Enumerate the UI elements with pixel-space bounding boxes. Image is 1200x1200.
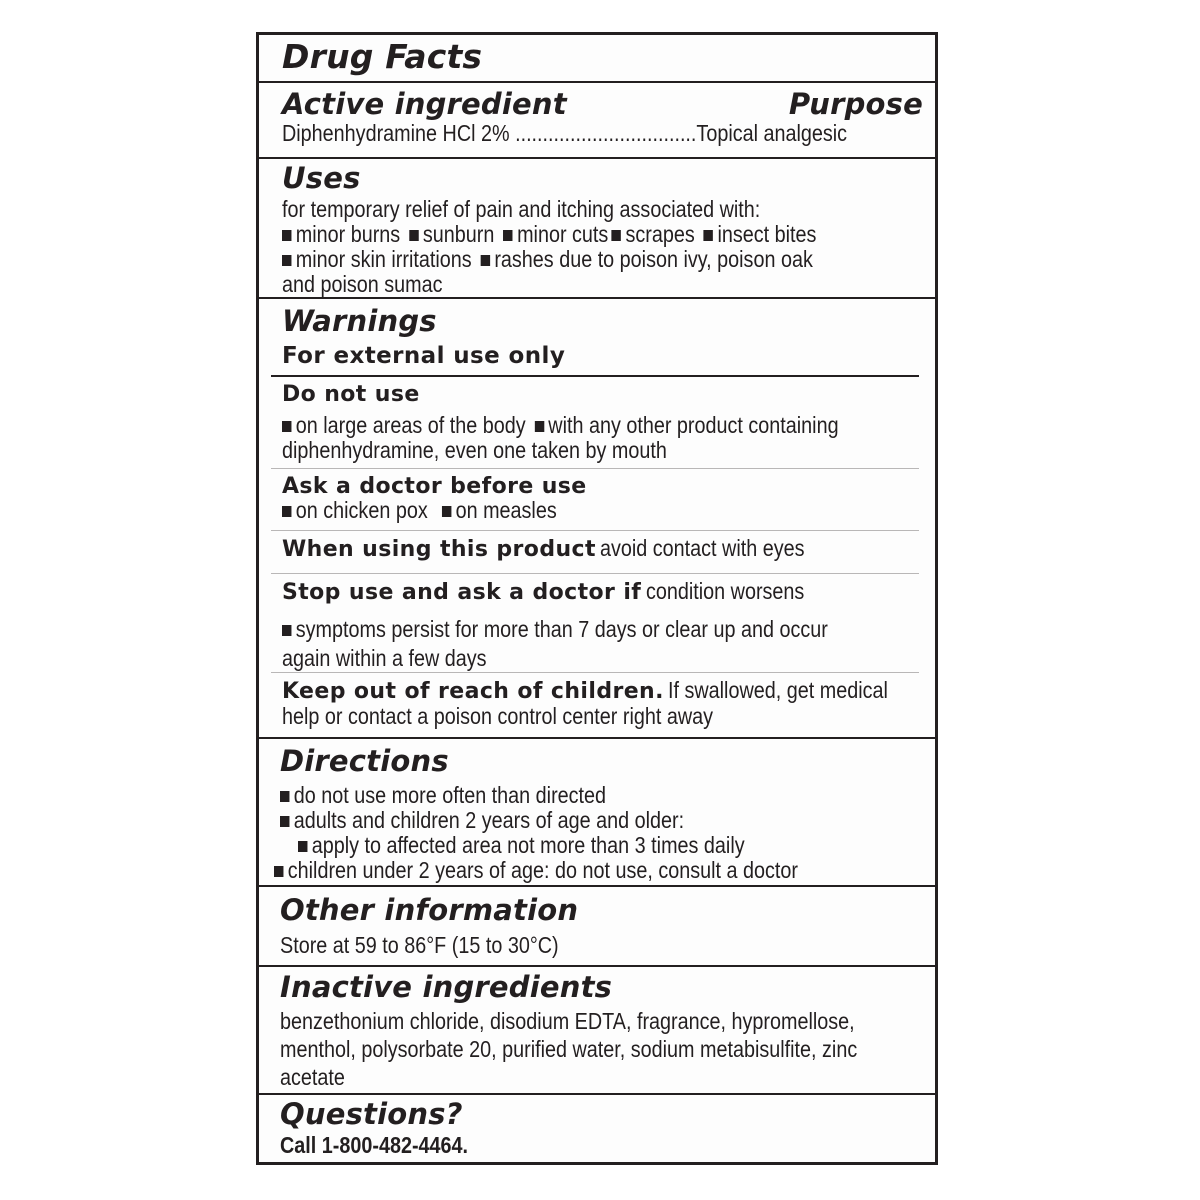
use-item: sunburn xyxy=(422,221,495,247)
warning-item: on chicken pox xyxy=(295,497,428,523)
bullet-icon xyxy=(442,506,451,517)
keep-out-text-cont: help or contact a poison control center right away xyxy=(282,703,714,729)
when-using-block xyxy=(271,532,919,574)
title-section xyxy=(259,35,935,83)
inactive-line: acetate xyxy=(280,1064,345,1090)
stop-use-block xyxy=(271,575,919,673)
when-using-text: avoid contact with eyes xyxy=(600,535,805,561)
keep-out-heading: Keep out of reach of children. xyxy=(282,679,664,704)
when-using-heading: When using this product xyxy=(282,537,596,562)
purpose-heading: Purpose xyxy=(788,87,923,121)
bullet-icon xyxy=(298,841,307,852)
ingredient-name: Diphenhydramine HCl 2% xyxy=(282,120,510,146)
keep-out-block xyxy=(271,674,919,738)
other-info-section xyxy=(259,887,935,967)
drug-facts-panel xyxy=(256,32,938,1165)
do-not-use-heading: Do not use xyxy=(282,382,420,407)
uses-section xyxy=(259,159,935,299)
warning-item: with any other product containing xyxy=(548,412,839,438)
bullet-icon xyxy=(409,230,418,241)
use-item: and poison sumac xyxy=(282,271,443,297)
warning-item: diphenhydramine, even one taken by mouth xyxy=(282,437,667,463)
ask-doctor-heading: Ask a doctor before use xyxy=(282,474,587,499)
bullet-icon xyxy=(280,816,289,827)
external-use-heading: For external use only xyxy=(282,343,566,369)
use-item: minor burns xyxy=(295,221,401,247)
bullet-icon xyxy=(282,421,291,432)
inactive-line: menthol, polysorbate 20, purified water, sodium metabisulfite, zinc xyxy=(280,1036,858,1062)
stop-use-heading: Stop use and ask a doctor if xyxy=(282,580,642,605)
questions-section xyxy=(259,1095,935,1165)
ask-doctor-block xyxy=(271,470,919,531)
questions-phone: Call 1-800-482-4464. xyxy=(280,1132,469,1158)
warning-item: on large areas of the body xyxy=(295,412,526,438)
storage-text: Store at 59 to 86°F (15 to 30°C) xyxy=(280,932,559,958)
direction-item: do not use more often than directed xyxy=(293,782,607,808)
inactive-ingredients-heading: Inactive ingredients xyxy=(280,970,613,1004)
bullet-icon xyxy=(282,255,291,266)
other-info-heading: Other information xyxy=(280,893,579,927)
ingredient-purpose: Topical analgesic xyxy=(696,120,848,146)
uses-heading: Uses xyxy=(282,161,361,195)
directions-heading: Directions xyxy=(280,744,449,778)
inactive-ingredients-section xyxy=(259,967,935,1095)
bullet-icon xyxy=(535,421,544,432)
inactive-line: benzethonium chloride, disodium EDTA, fragrance, hypromellose, xyxy=(280,1008,855,1034)
uses-intro: for temporary relief of pain and itching associated with: xyxy=(282,196,761,222)
bullet-icon xyxy=(612,230,621,241)
use-item: scrapes xyxy=(625,221,695,247)
use-item: rashes due to poison ivy, poison oak xyxy=(494,246,813,272)
bullet-icon xyxy=(282,506,291,517)
warnings-heading: Warnings xyxy=(282,304,437,338)
use-item: minor cuts xyxy=(517,221,609,247)
bullet-icon xyxy=(282,625,291,636)
active-ingredient-heading: Active ingredient xyxy=(282,87,567,121)
bullet-icon xyxy=(481,255,490,266)
direction-item: children under 2 years of age: do not use, consult a doctor xyxy=(287,857,798,883)
direction-item: adults and children 2 years of age and older: xyxy=(293,807,685,833)
bullet-icon xyxy=(280,791,289,802)
warning-item: on measles xyxy=(455,497,557,523)
warning-item: again within a few days xyxy=(282,645,487,671)
warning-item: symptoms persist for more than 7 days or clear up and occur xyxy=(295,616,828,642)
directions-section xyxy=(259,739,935,887)
warnings-section xyxy=(259,299,935,739)
use-item: insect bites xyxy=(717,221,817,247)
do-not-use-block xyxy=(271,377,919,469)
bullet-icon xyxy=(704,230,713,241)
direction-item: apply to affected area not more than 3 times daily xyxy=(311,832,745,858)
bullet-icon xyxy=(503,230,512,241)
drug-facts-title: Drug Facts xyxy=(282,37,483,76)
active-ingredient-section xyxy=(259,83,935,159)
keep-out-text: If swallowed, get medical xyxy=(668,677,889,703)
questions-heading: Questions? xyxy=(280,1097,463,1131)
bullet-icon xyxy=(282,230,291,241)
bullet-icon xyxy=(274,866,283,877)
use-item: minor skin irritations xyxy=(295,246,472,272)
leader-dots: ................................. xyxy=(515,120,697,146)
stop-use-text: condition worsens xyxy=(645,578,805,604)
